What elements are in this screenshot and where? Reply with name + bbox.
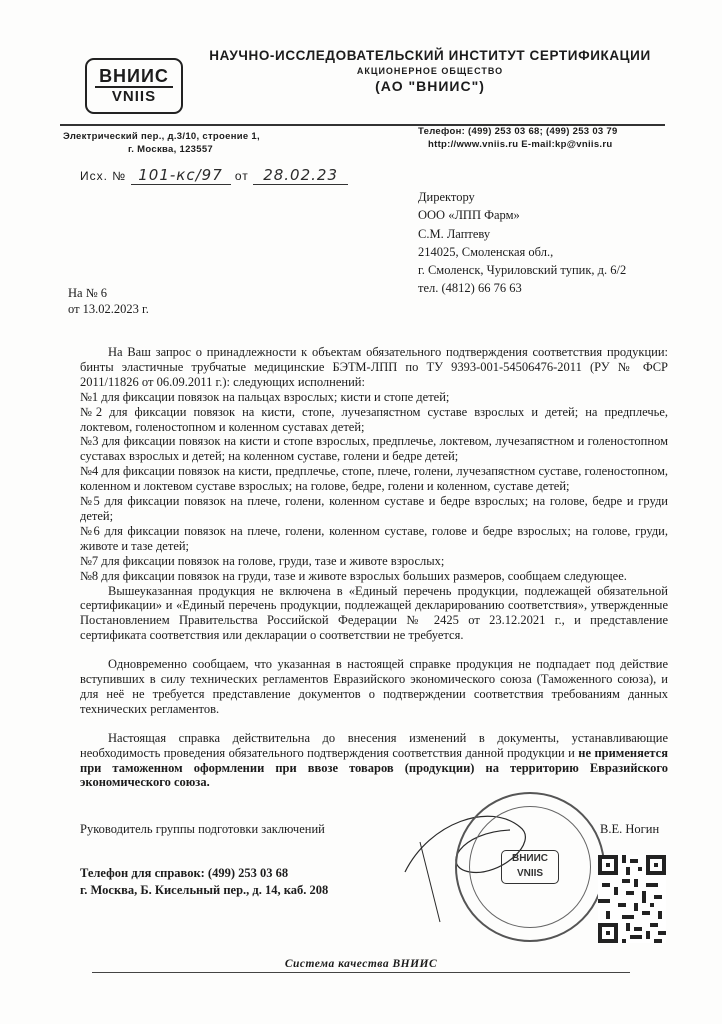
stamp-logo-bottom: VNIIS [516,868,544,879]
recipient-line: г. Смоленск, Чуриловский тупик, д. 6/2 [418,263,627,278]
address-line-2: г. Москва, 123557 [128,144,213,155]
recipient-line: С.М. Лаптеву [418,226,491,241]
stamp-logo-top: ВНИИС [511,853,549,864]
phone-line: Телефон: (499) 253 03 68; (499) 253 03 79 [418,126,618,137]
ref-date: 28.02.23 [263,166,338,184]
recipient-line: ООО «ЛПП Фарм» [418,208,520,223]
variant-item: №7 для фиксации повязок на голове, груди, тазе и животе взрослых; [80,553,445,568]
signer-position: Руководитель группы подготовки заключений [80,822,325,836]
not-included-paragraph: Вышеуказанная продукция не включена в «Единый перечень продукции, подлежащей обязательной сертификации» и «Единый перечень продукции, подлежащей декларированию соответствия», утвержденные Постановлением Правительства Российской Федерации № 2425 от 23.12.2021 г., и представление сертификата соответствия или декларации о соответствии не требуется. [80,583,668,643]
variant-item: №2 для фиксации повязок на кисти, стопе, лучезапястном суставе взрослых и детей; на предплечье, локтевом, голеностопном и коленном суставах детей; [80,404,668,434]
official-stamp [455,792,605,942]
variant-item: №6 для фиксации повязок на плече, голени, коленном суставе, голове и бедре взрослых; на голове, груди, животе и тазе детей; [80,523,668,553]
address-line-1: Электрический пер., д.3/10, строение 1, [63,131,260,142]
company-abbr: (АО "ВНИИС") [375,78,485,94]
recipient-line: Директору [418,190,475,204]
outgoing-reference [80,166,348,185]
ref-number-field [131,166,231,185]
variant-item: №8 для фиксации повязок на груди, тазе и животе взрослых больших размеров, сообщаем следующее. [80,568,627,583]
regulations-paragraph: Одновременно сообщаем, что указанная в настоящей справке продукция не подпадает под действие вступивших в силу технических регламентов Евразийского экономического союза (Таможенного союза), и для неё не требуется представление документов о подтверждении соответствия требованиям данных технических регламентов. [80,657,668,716]
variant-item: №4 для фиксации повязок на кисти, предплечье, стопе, плече, голени, лучезапястном суставе, голеностопном, коленном и локтевом суставе взрослых; на голове, бедре, голени и коленном, суставе детей; [80,464,668,494]
variant-item: №1 для фиксации повязок на пальцах взрослых; кисти и стопе детей; [80,389,450,404]
company-form: АКЦИОНЕРНОЕ ОБЩЕСТВО [356,66,504,76]
in-reply-block [68,285,149,317]
signer-name: В.Е. Ногин [600,822,660,836]
logo-top-text: ВНИИС [95,66,173,88]
footer-divider [92,972,630,973]
quality-system-footer: Система качества ВНИИС [284,958,438,970]
web-email-line: http://www.vniis.ru E-mail:kp@vniis.ru [428,139,613,150]
stamp-logo [501,850,559,884]
ref-date-prefix: от [234,169,249,183]
contact-address: г. Москва, Б. Кисельный пер., д. 14, каб. 208 [80,883,329,897]
logo-bottom-text: VNIIS [111,88,157,105]
in-reply-date: от 13.02.2023 г. [68,302,149,316]
letter-body [80,345,668,790]
ref-date-field [253,166,348,185]
validity-bold-text: не применяется при таможенном оформлении при ввозе товаров (продукции) на территорию Евразийского экономического союза. [80,745,668,790]
variant-item: №3 для фиксации повязок на кисти и стопе взрослых, предплечье, локтевом, лучезапястном и голеностопном суставах взрослых и детей; на коленном суставе, голени и бедре детей; [80,434,668,464]
intro-paragraph: На Ваш запрос о принадлежности к объектам обязательного подтверждения соответствия продукции: бинты эластичные трубчатые медицинские БЭТМ-ЛПП по ТУ 9393-001-54506476-2011 (РУ № ФСР 2011/11826 от 06.09.2011 г.): следующих исполнений: [80,345,668,389]
ref-prefix: Исх. № [80,169,127,183]
recipient-block [418,188,626,298]
recipient-line: тел. (4812) 66 76 63 [418,281,522,296]
contact-phone: Телефон для справок: (499) 253 03 68 [80,866,289,880]
vniis-logo [85,58,183,114]
recipient-line: 214025, Смоленская обл., [418,244,554,259]
validity-text: Настоящая справка действительна до внесения изменений в документы, устанавливающие необходимость проведения обязательного подтверждения соответствия данной продукции и [80,730,668,760]
variant-item: №5 для фиксации повязок на плече, голени, коленном суставе и бедре взрослых; на голове, бедре и груди детей; [80,494,668,523]
contact-block [80,865,328,899]
qr-code [598,855,666,943]
ref-number: 101-кс/97 [138,166,223,184]
institute-name: НАУЧНО-ИССЛЕДОВАТЕЛЬСКИЙ ИНСТИТУТ СЕРТИФИКАЦИИ [209,48,651,63]
in-reply-number: На № 6 [68,286,108,300]
